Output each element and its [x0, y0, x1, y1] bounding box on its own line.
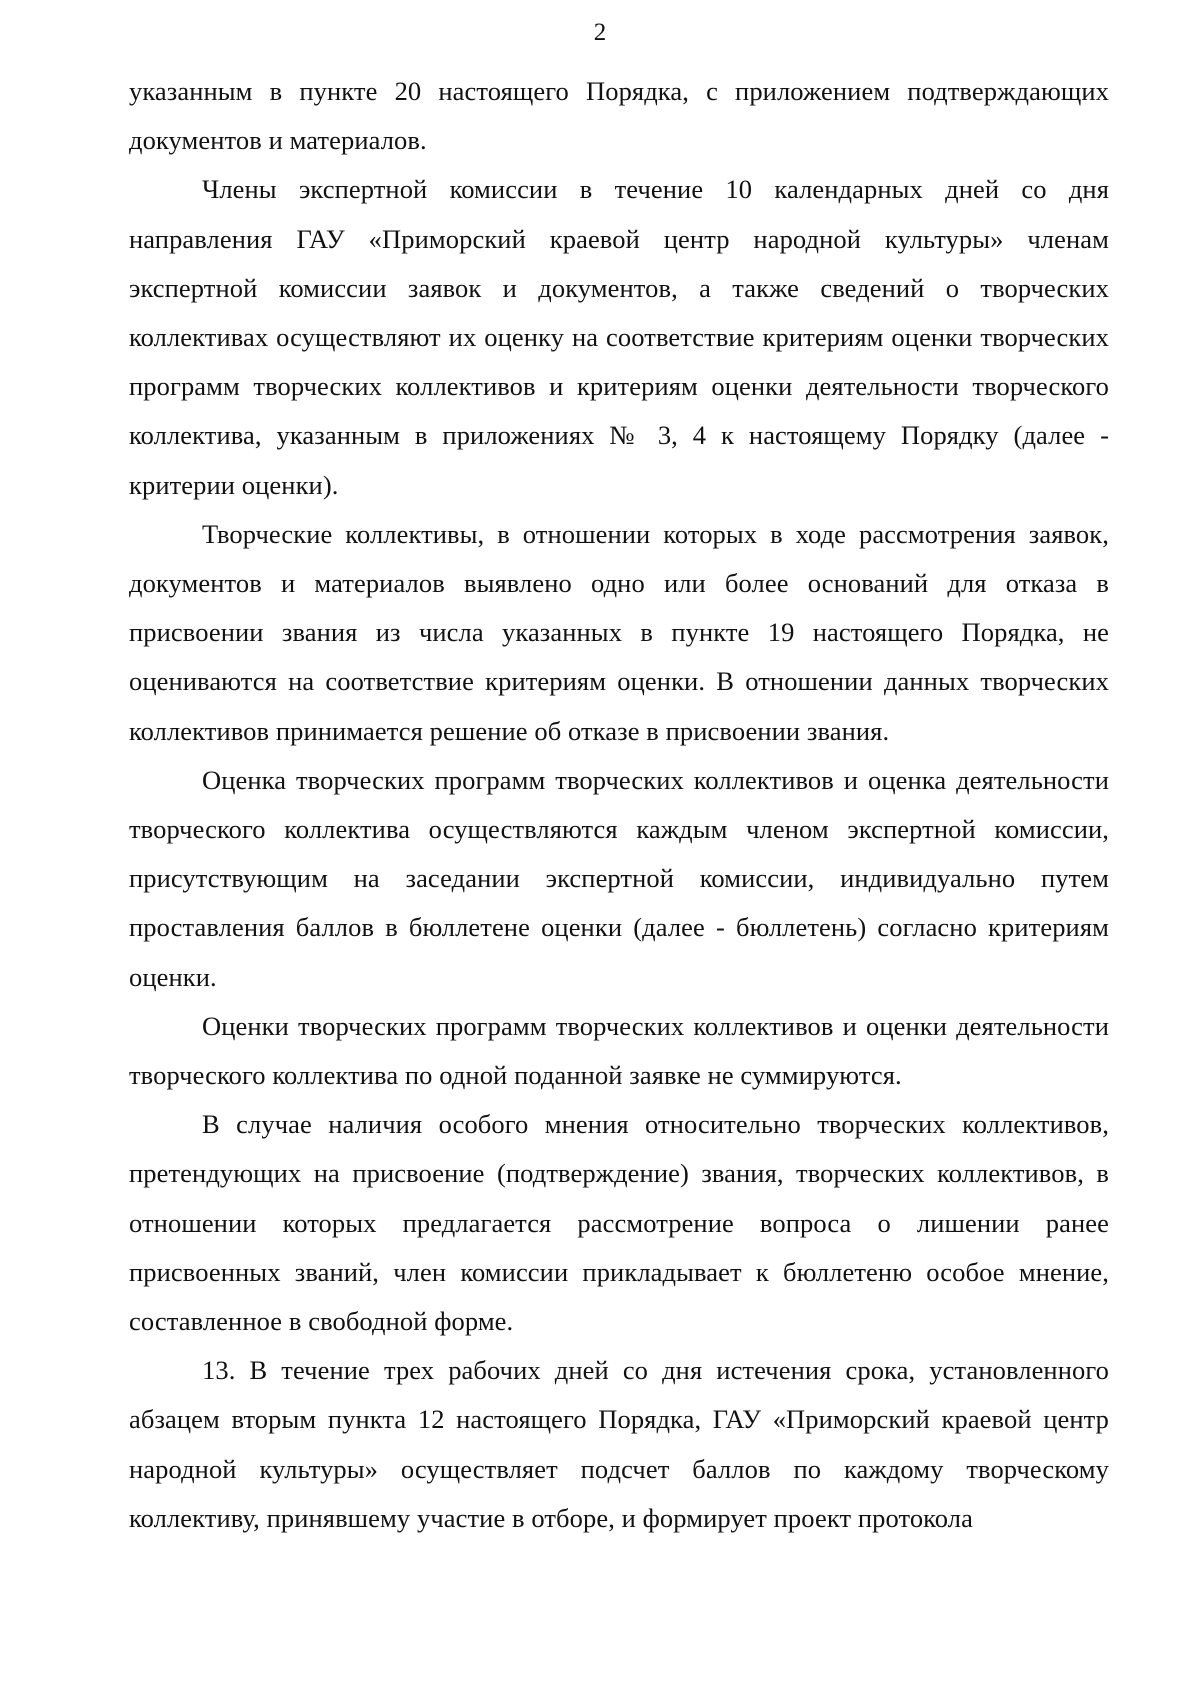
paragraph-continuation: указанным в пункте 20 настоящего Порядка, с приложением подтверждающих документов и материалов.: [129, 76, 1109, 156]
paragraph-special-opinion: В случае наличия особого мнения относительно творческих коллективов, претендующих на присвоение (подтверждение) звания, творческих коллективов, в отношении которых предлагается рассмотрение вопроса о лишении ранее присвоенных званий, член комиссии прикладывает к бюллетеню особое мнение, составленное в свободной форме.: [129, 1109, 1109, 1337]
paragraph-scores-not-summed: Оценки творческих программ творческих коллективов и оценки деятельности творческого коллектива по одной поданной заявке не суммируются.: [129, 1010, 1109, 1091]
paragraph-item-13: 13. В течение трех рабочих дней со дня истечения срока, установленного абзацем вторым пункта 12 настоящего Порядка, ГАУ «Приморский краевой центр народной культуры» осуществляет подсчет баллов по каждому творческому коллективу, принявшему участие в отборе, и формирует проект протокола: [129, 1355, 1109, 1533]
paragraph-individual-scoring: Оценка творческих программ творческих коллективов и оценка деятельности творческого коллектива осуществляются каждым членом экспертной комиссии, присутствующим на заседании экспертной комиссии, индивидуально путем проставления баллов в бюллетене оценки (далее - бюллетень) согласно критериям оценки.: [129, 764, 1109, 992]
paragraph-expert-evaluation: Члены экспертной комиссии в течение 10 календарных дней со дня направления ГАУ «Приморский краевой центр народной культуры» членам экспертной комиссии заявок и документов, а также сведений о творческих коллективах осуществляют их оценку на соответствие критериям оценки творческих программ творческих коллективов и критериям оценки деятельности творческого коллектива, указанным в приложениях № 3, 4 к настоящему Порядку (далее - критерии оценки).: [129, 174, 1109, 500]
page-number: 2: [593, 19, 607, 46]
document-body: [129, 67, 1109, 1543]
paragraph-rejected-collectives: Творческие коллективы, в отношении которых в ходе рассмотрения заявок, документов и материалов выявлено одно или более оснований для отказа в присвоении звания из числа указанных в пункте 19 настоящего Порядка, не оцениваются на соответствие критериям оценки. В отношении данных творческих коллективов принимается решение об отказе в присвоении звания.: [129, 518, 1109, 746]
